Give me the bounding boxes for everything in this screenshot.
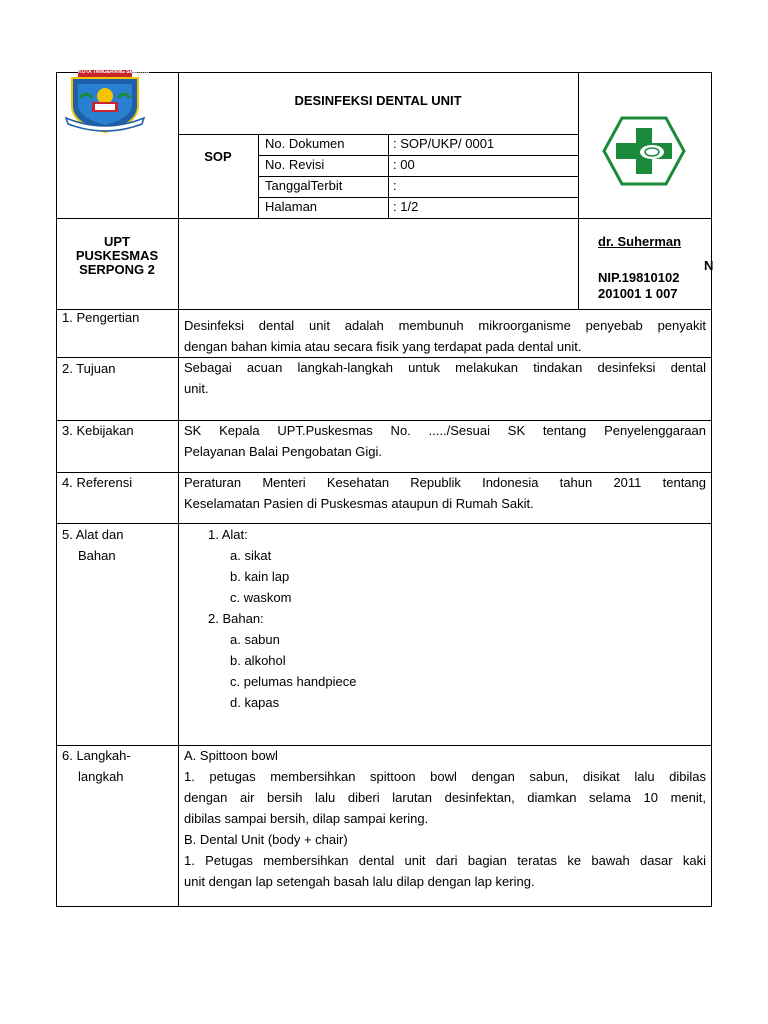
text-line: B. Dental Unit (body + chair) [184, 832, 348, 847]
text-line: dengan bahan kimia atau secara fisik yang terdapat pada dental unit. [184, 339, 582, 354]
city-emblem-text: KOTA TANGERANG SELATAN [78, 69, 150, 75]
text-line: A. Spittoon bowl [184, 748, 278, 763]
meta-label: TanggalTerbit [265, 178, 343, 193]
meta-value: : 00 [393, 157, 415, 172]
list-item: a. sabun [230, 632, 280, 647]
section-label-langkah: 6. Langkah- [62, 748, 131, 763]
section-label-pengertian: 1. Pengertian [62, 310, 140, 325]
org-name-line: SERPONG 2 [79, 262, 155, 277]
signer-stray-letter: N [704, 258, 714, 273]
section-label-kebijakan: 3. Kebijakan [62, 423, 134, 438]
meta-label: Halaman [265, 199, 318, 214]
list-item: 1. Alat: [208, 527, 248, 542]
list-item: a. sikat [230, 548, 272, 563]
text-line: 1. petugas membersihkan spittoon bowl dengan sabun, disikat lalu dibilas [184, 769, 706, 784]
section-text-tujuan [184, 357, 706, 399]
table-border [178, 72, 179, 907]
document-title: DESINFEKSI DENTAL UNIT [294, 93, 462, 108]
section-label-tujuan: 2. Tujuan [62, 361, 116, 376]
table-border [56, 218, 712, 219]
puskesmas-logo [602, 116, 686, 186]
text-line: unit. [184, 381, 209, 396]
signer-name: dr. Suherman [598, 234, 682, 249]
text-line: unit dengan lap setengah basah lalu dilap dengan lap kering. [184, 874, 535, 889]
text-line: Sebagai acuan langkah-langkah untuk melakukan tindakan desinfeksi dental [184, 360, 706, 375]
meta-value: : [393, 178, 397, 193]
meta-label: No. Revisi [265, 157, 325, 172]
meta-value: : 1/2 [393, 199, 419, 214]
list-item: c. waskom [230, 590, 292, 605]
section-label-referensi: 4. Referensi [62, 475, 133, 490]
text-line: SK Kepala UPT.Puskesmas No. ...../Sesuai SK tentang Penyelenggaraan [184, 423, 706, 438]
alat-bahan-list [208, 524, 508, 713]
table-border [178, 134, 578, 135]
org-name-line: UPT [104, 234, 130, 249]
section-label-alat: 5. Alat dan [62, 527, 124, 542]
text-line: Peraturan Menteri Kesehatan Republik Indonesia tahun 2011 tentang [184, 475, 706, 490]
sop-label: SOP [204, 149, 232, 164]
section-text-pengertian [184, 315, 706, 357]
table-border [258, 155, 578, 156]
text-line: dengan air bersih lalu diberi larutan desinfektan, diamkan selama 10 menit, [184, 790, 706, 805]
section-text-langkah [184, 745, 706, 892]
text-line: Keselamatan Pasien di Puskesmas ataupun di Rumah Sakit. [184, 496, 534, 511]
table-border [578, 72, 579, 310]
table-border [258, 176, 578, 177]
section-text-referensi [184, 472, 706, 514]
meta-label: No. Dokumen [265, 136, 345, 151]
list-item: b. alkohol [230, 653, 286, 668]
section-label-langkah: langkah [78, 769, 124, 784]
text-line: dibilas sampai bersih, dilap sampai kering. [184, 811, 429, 826]
org-name-line: PUSKESMAS [75, 248, 159, 263]
city-emblem-logo [62, 68, 148, 134]
table-border [56, 72, 57, 907]
text-line: 1. Petugas membersihkan dental unit dari bagian teratas ke bawah dasar kaki [184, 853, 706, 868]
list-item: c. pelumas handpiece [230, 674, 357, 689]
meta-value: : SOP/UKP/ 0001 [393, 136, 495, 151]
section-text-kebijakan [184, 420, 706, 462]
text-line: Desinfeksi dental unit adalah membunuh mikroorganisme penyebab penyakit [184, 318, 706, 333]
text-line: Pelayanan Balai Pengobatan Gigi. [184, 444, 383, 459]
signer-nip: 201001 1 007 [598, 286, 678, 301]
table-border [258, 197, 578, 198]
list-item: d. kapas [230, 695, 280, 710]
list-item: b. kain lap [230, 569, 290, 584]
table-border [56, 309, 712, 310]
list-item: 2. Bahan: [208, 611, 264, 626]
signer-nip: NIP.19810102 [598, 270, 680, 285]
table-border [56, 72, 712, 73]
table-border [711, 72, 712, 907]
table-border [56, 906, 712, 907]
section-label-alat: Bahan [78, 548, 116, 563]
